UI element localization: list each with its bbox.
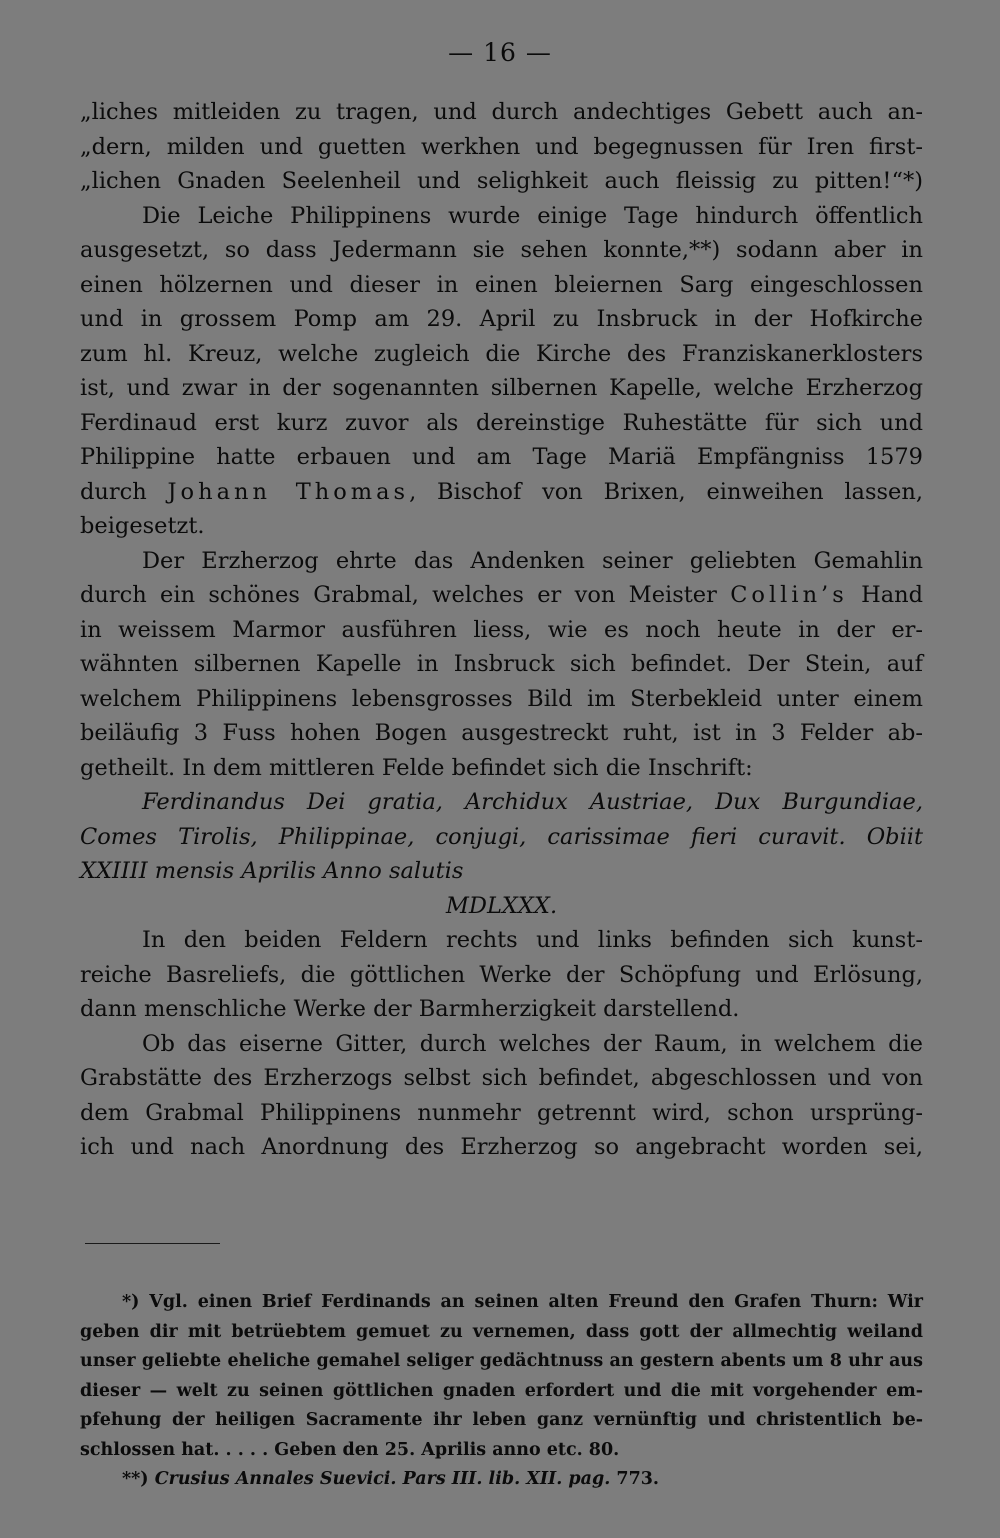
inscription-date: MDLXXX. <box>445 892 558 919</box>
text-fragment: , Bischof von Brixen, einweihen lassen, <box>409 478 923 505</box>
text-line: Philippine hatte erbauen und am Tage Mariä Empfängniss 1579 <box>80 444 923 470</box>
footnote-marker: **) <box>122 1469 149 1489</box>
text-line: reiche Basreliefs, die göttlichen Werke der Schöpfung und Erlösung, <box>80 961 923 988</box>
footnote-line: schlossen hat. . . . . Geben den 25. Aprilis anno etc. 80. <box>80 1439 620 1460</box>
paragraph-start-line: In den beiden Feldern rechts und links befinden sich kunst- <box>142 927 923 953</box>
text-line: „liches mitleiden zu tragen, und durch andechtiges Gebett auch an- <box>80 99 923 125</box>
paragraph-start-line: Ob das eiserne Gitter, durch welches der Raum, in welchem die <box>142 1030 923 1057</box>
text-line: ausgesetzt, so dass Jedermann sie sehen konnte,**) sodann aber in <box>80 237 923 263</box>
paragraph-start-line: Der Erzherzog ehrte das Andenken seiner geliebten Gemahlin <box>142 547 923 574</box>
footnotes <box>80 1288 923 1495</box>
footnote-divider <box>85 1243 220 1244</box>
text-fragment: durch <box>80 478 147 505</box>
footnote-line <box>80 1465 923 1495</box>
paragraph-start-line: Die Leiche Philippinens wurde einige Tage hindurch öffentlich <box>142 202 923 229</box>
text-line: „dern, milden und guetten werkhen und begegnussen für Iren first- <box>80 133 923 160</box>
footnote-line: geben dir mit betrüebtem gemuet zu vernemen, dass gott der allmechtig weiland <box>80 1321 923 1342</box>
footnote-citation: Crusius Annales Suevici. Pars III. lib. XII. pag. <box>154 1469 611 1489</box>
inscription-line: XXIIII mensis Aprilis Anno salutis <box>80 858 464 884</box>
text-fragment: durch ein schönes Grabmal, welches er von Meister <box>80 582 717 608</box>
text-line: und in grossem Pomp am 29. April zu Insbruck in der Hofkirche <box>80 306 923 332</box>
spaced-name: Johann Thomas <box>167 478 410 505</box>
text-line: getheilt. In dem mittleren Felde befindet sich die Inschrift: <box>80 754 753 781</box>
footnote-page-ref: 773. <box>616 1469 660 1489</box>
footnote-line: *) Vgl. einen Brief Ferdinands an seinen alten Freund den Grafen Thurn: Wir <box>122 1292 923 1312</box>
text-line: Ferdinaud erst kurz zuvor als dereinstige Ruhestätte für sich und <box>80 409 923 436</box>
text-line: Grabstätte des Erzherzogs selbst sich befindet, abgeschlossen und von <box>80 1065 923 1091</box>
body-text <box>80 95 923 1165</box>
inscription-line: Comes Tirolis, Philippinae, conjugi, carissimae fieri curavit. Obiit <box>80 823 923 850</box>
text-line: ich und nach Anordnung des Erzherzog so angebracht worden sei, <box>80 1134 923 1160</box>
text-line: ist, und zwar in der sogenannten silbernen Kapelle, welche Erzherzog <box>80 375 923 401</box>
footnote-line: pfehung der heiligen Sacramente ihr leben ganz vernünftig und christentlich be- <box>80 1410 923 1430</box>
inscription-line: Ferdinandus Dei gratia, Archidux Austriae, Dux Burgundiae, <box>142 789 923 815</box>
footnote-line: unser geliebte eheliche gemahel seliger gedächtnuss an gestern abents um 8 uhr aus <box>80 1351 923 1371</box>
text-line: welchem Philippinens lebensgrosses Bild im Sterbekleid unter einem <box>80 685 923 712</box>
text-line: „lichen Gnaden Seelenheil und selighkeit auch fleissig zu pitten!“*) <box>80 168 923 194</box>
footnote-line: dieser — welt zu seinen göttlichen gnaden erfordert und die mit vorgehender em- <box>80 1380 923 1401</box>
text-line <box>80 578 923 613</box>
text-line: dann menschliche Werke der Barmherzigkeit darstellend. <box>80 996 740 1022</box>
text-line: in weissem Marmor ausführen liess, wie es noch heute in der er- <box>80 616 923 643</box>
page-number: — 16 — <box>448 38 552 67</box>
text-line: beiläufig 3 Fuss hohen Bogen ausgestreckt ruht, ist in 3 Felder ab- <box>80 720 923 746</box>
text-line: beigesetzt. <box>80 513 205 539</box>
text-line: einen hölzernen und dieser in einen bleiernen Sarg eingeschlossen <box>80 271 923 298</box>
text-fragment: Hand <box>861 582 924 608</box>
text-line <box>80 475 923 510</box>
text-line: dem Grabmal Philippinens nunmehr getrennt wird, schon ursprüng- <box>80 1099 923 1126</box>
spaced-name: Collin’s <box>730 582 848 608</box>
text-line: zum hl. Kreuz, welche zugleich die Kirche des Franziskanerklosters <box>80 340 923 367</box>
text-line: wähnten silbernen Kapelle in Insbruck sich befindet. Der Stein, auf <box>80 651 923 677</box>
